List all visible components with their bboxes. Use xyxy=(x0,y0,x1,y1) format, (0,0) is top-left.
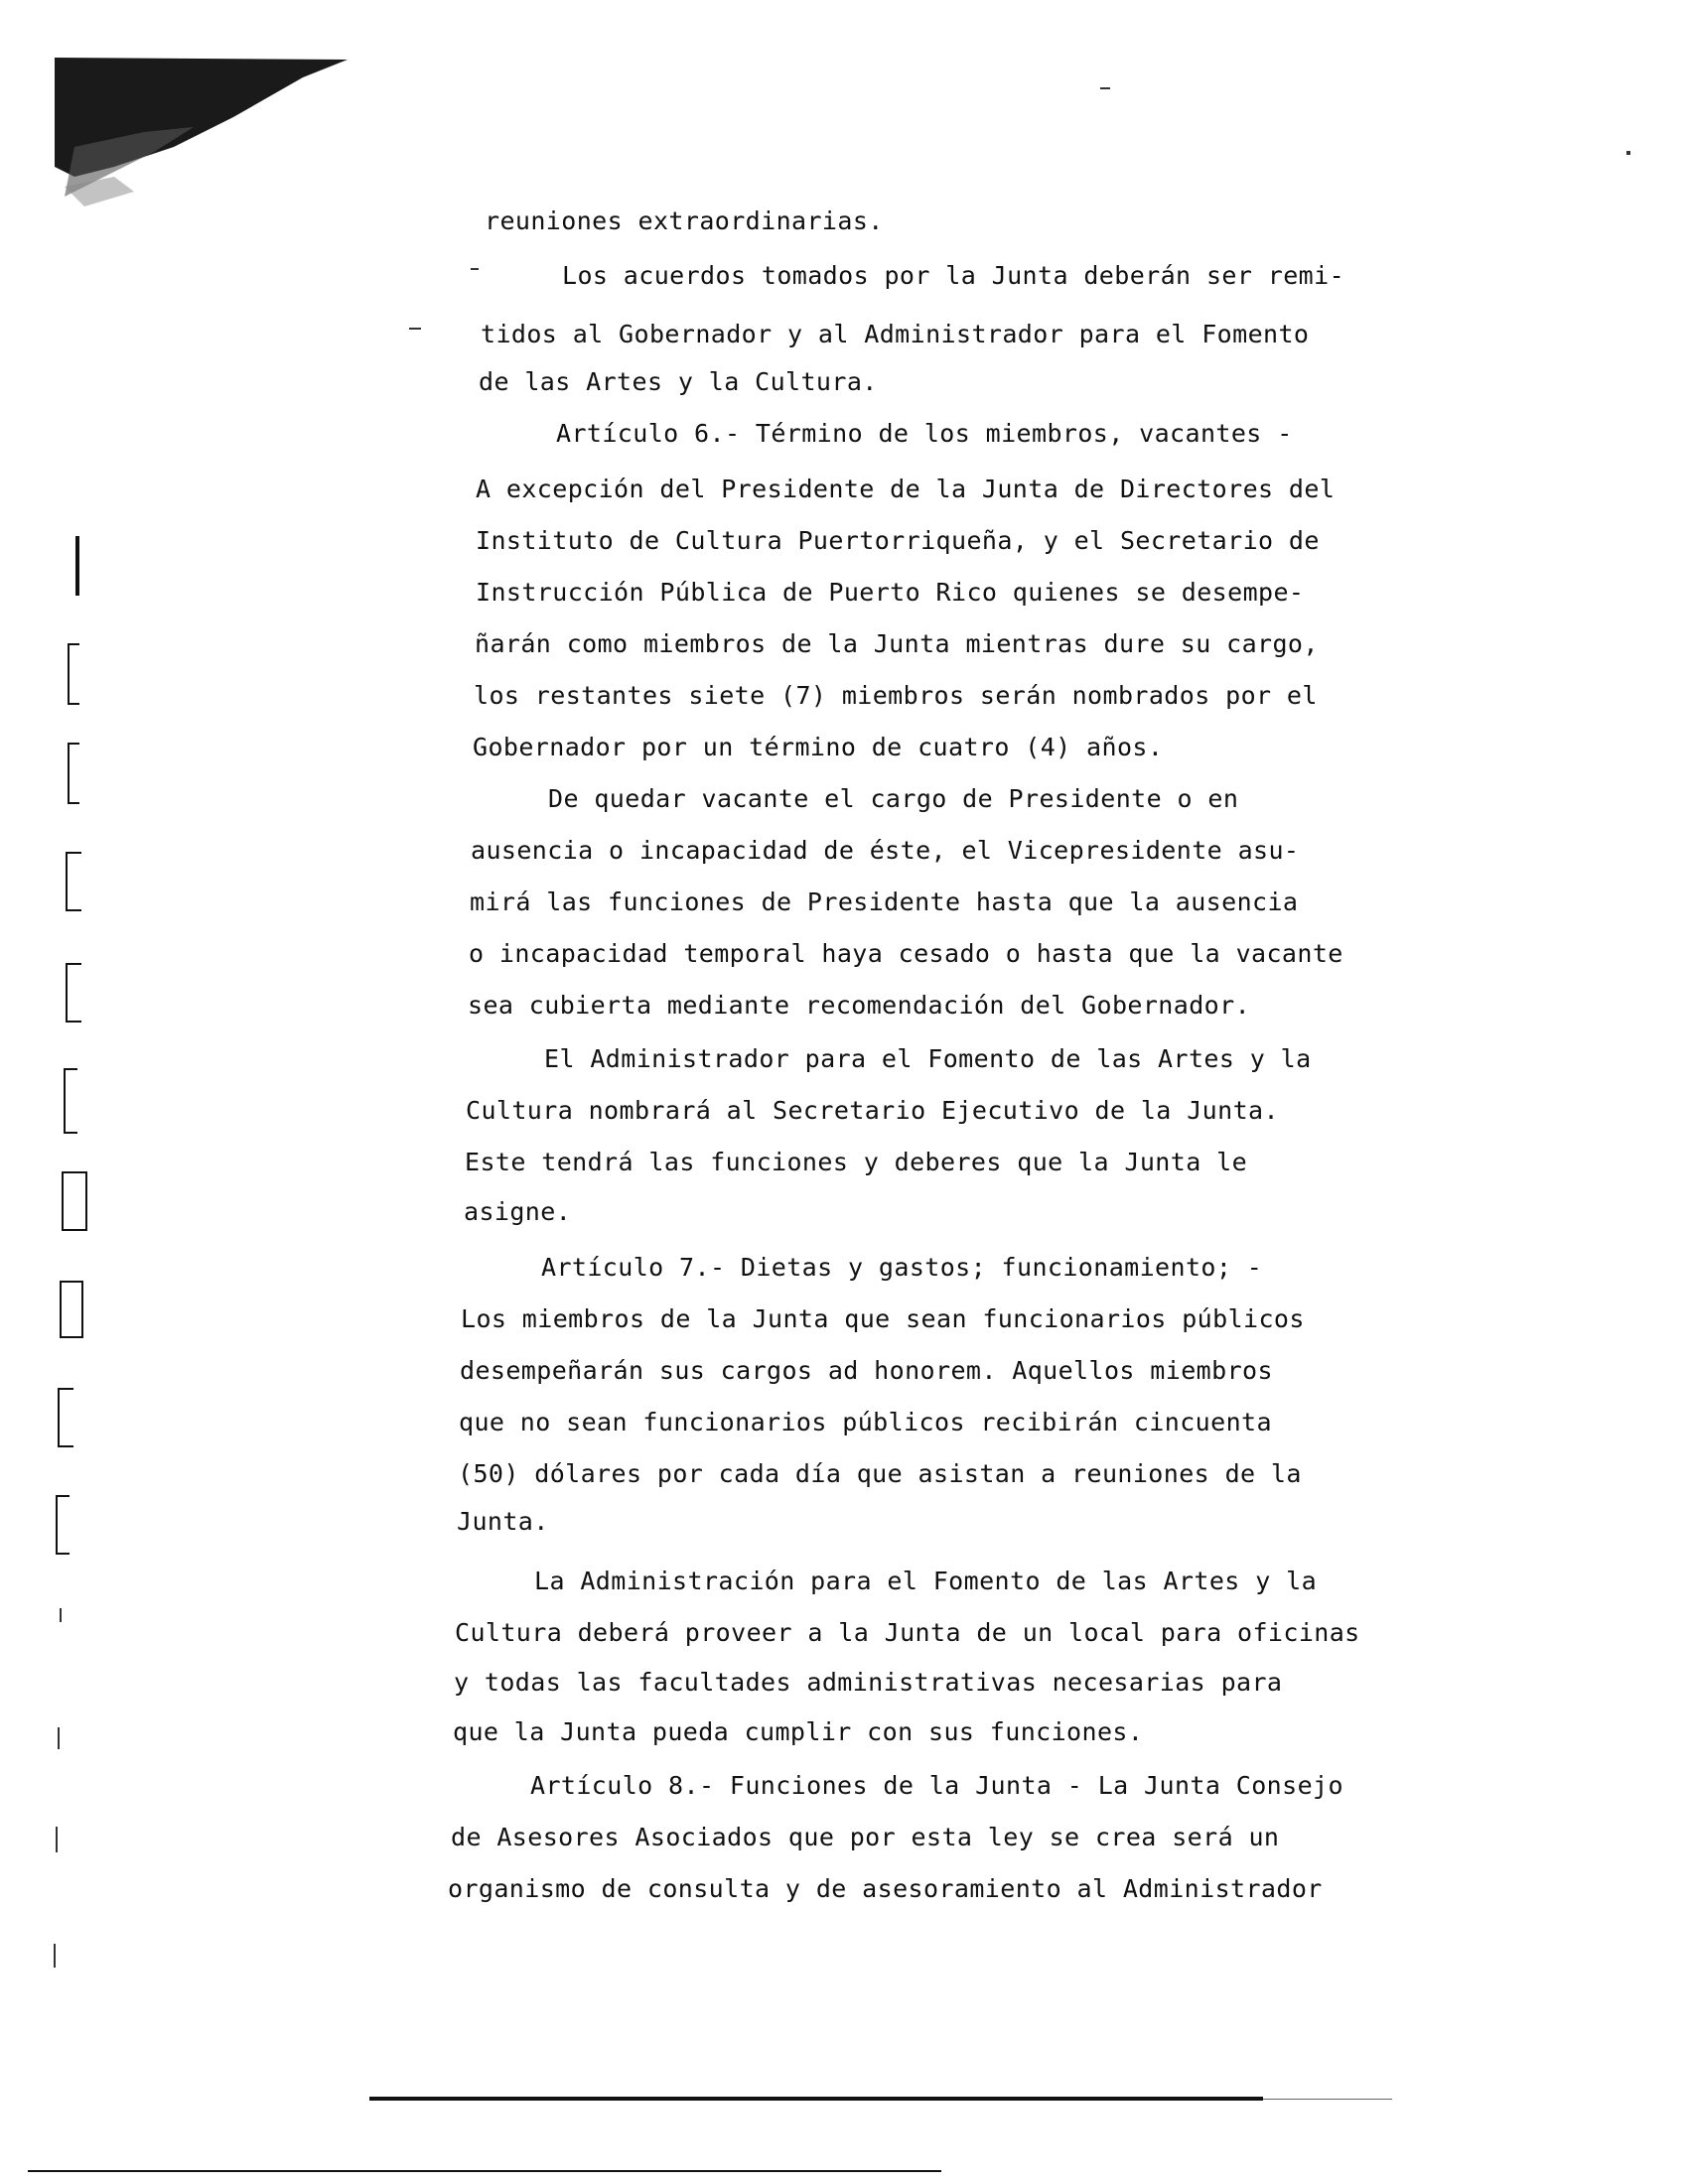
text-line: (50) dólares por cada día que asistan a reuniones de la xyxy=(458,1459,1302,1488)
text-line: A excepción del Presidente de la Junta de Directores del xyxy=(476,475,1336,503)
text-line: Instituto de Cultura Puertorriqueña, y el Secretario de xyxy=(476,526,1320,555)
text-line: Instrucción Pública de Puerto Rico quienes se desempe- xyxy=(476,578,1305,607)
text-line: sea cubierta mediante recomendación del Gobernador. xyxy=(468,991,1251,1020)
text-line: El Administrador para el Fomento de las Artes y la xyxy=(544,1044,1312,1073)
bottom-rule-faint xyxy=(1263,2099,1392,2100)
text-line: Gobernador por un término de cuatro (4) años. xyxy=(473,733,1164,761)
text-line: Artículo 6.- Término de los miembros, vacantes - xyxy=(556,419,1293,448)
text-line: de las Artes y la Cultura. xyxy=(479,367,878,396)
margin-mark xyxy=(75,536,79,596)
text-line: De quedar vacante el cargo de Presidente o en xyxy=(548,784,1239,813)
text-line: ausencia o incapacidad de éste, el Vicepresidente asu- xyxy=(471,836,1300,865)
text-line: Los miembros de la Junta que sean funcionarios públicos xyxy=(461,1304,1305,1333)
text-line: o incapacidad temporal haya cesado o hasta que la vacante xyxy=(469,939,1343,968)
text-line: tidos al Gobernador y al Administrador para el Fomento xyxy=(481,320,1310,348)
margin-bracket xyxy=(66,963,81,1023)
stray-mark xyxy=(471,268,479,270)
margin-bracket xyxy=(58,1388,73,1447)
text-line: los restantes siete (7) miembros serán nombrados por el xyxy=(474,681,1318,710)
stray-mark xyxy=(409,328,421,330)
margin-bracket xyxy=(60,1281,83,1338)
text-line: Cultura deberá proveer a la Junta de un local para oficinas xyxy=(455,1618,1360,1647)
text-line: que la Junta pueda cumplir con sus funciones. xyxy=(453,1717,1144,1746)
text-line: Este tendrá las funciones y deberes que la Junta le xyxy=(465,1148,1248,1176)
text-line: reuniones extraordinarias. xyxy=(485,206,884,235)
scan-smudge xyxy=(55,58,352,226)
text-line: desempeñarán sus cargos ad honorem. Aquellos miembros xyxy=(460,1356,1273,1385)
margin-mark xyxy=(58,1727,60,1749)
text-line: Artículo 7.- Dietas y gastos; funcionamiento; - xyxy=(541,1253,1263,1282)
text-line: mirá las funciones de Presidente hasta que la ausencia xyxy=(470,887,1299,916)
stray-mark xyxy=(1100,87,1110,89)
margin-mark xyxy=(60,1608,62,1622)
bottom-edge-rule xyxy=(28,2170,941,2172)
text-line: Los acuerdos tomados por la Junta deberán ser remi- xyxy=(562,261,1345,290)
text-line: organismo de consulta y de asesoramiento al Administrador xyxy=(448,1874,1323,1903)
margin-bracket xyxy=(56,1495,70,1555)
margin-mark xyxy=(56,1827,58,1852)
margin-bracket xyxy=(64,1068,77,1134)
text-line: que no sean funcionarios públicos recibirán cincuenta xyxy=(459,1408,1272,1436)
text-line: asigne. xyxy=(464,1197,572,1226)
text-line: Artículo 8.- Funciones de la Junta - La Junta Consejo xyxy=(530,1771,1343,1800)
margin-bracket xyxy=(68,643,79,705)
text-line: ñarán como miembros de la Junta mientras dure su cargo, xyxy=(475,629,1319,658)
stray-mark xyxy=(1626,151,1630,155)
text-line: de Asesores Asociados que por esta ley se crea será un xyxy=(451,1823,1280,1851)
text-line: Junta. xyxy=(457,1507,549,1536)
margin-mark xyxy=(54,1944,56,1968)
text-line: La Administración para el Fomento de las Artes y la xyxy=(534,1567,1318,1595)
text-line: Cultura nombrará al Secretario Ejecutivo de la Junta. xyxy=(466,1096,1279,1125)
margin-bracket xyxy=(66,852,81,911)
margin-bracket xyxy=(62,1171,87,1231)
margin-bracket xyxy=(68,743,79,804)
bottom-rule xyxy=(369,2097,1263,2101)
text-line: y todas las facultades administrativas necesarias para xyxy=(454,1668,1283,1697)
